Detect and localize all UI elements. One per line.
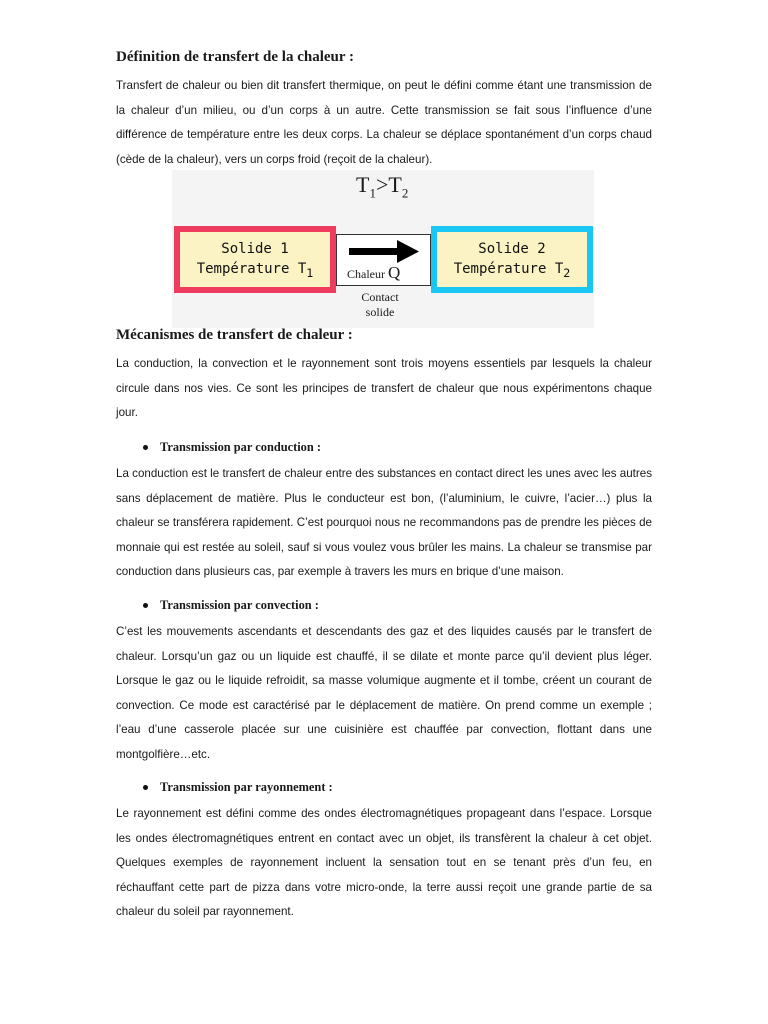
- bullet-dot-icon: [143, 785, 148, 790]
- convection-paragraph: C’est les mouvements ascendants et descendants des gaz et des liquides causés par le transfert de chaleur. Lorsqu’un gaz ou un liquide est chauffé, il se dilate et monte parce qu’il devient plus léger. Lorsque le gaz ou le liquide refroidit, sa masse volumique augmente et il tombe, créent un courant de convection. Ce mode est caractérisé par le déplacement de matière. On prend comme un exemple ; l’eau d’une casserole placée sur une cuisinière est chauffée par convection, flottant dans une montgolfière…etc.: [116, 625, 652, 761]
- definition-paragraph: Transfert de chaleur ou bien dit transfert thermique, on peut le défini comme étant une transmission de la chaleur d’un milieu, ou d’un corps à un autre. Cette transmission se fait sous l’influence d’une différence de température entre les deux corps. La chaleur se déplace spontanément d’un corps chaud (cède de la chaleur), vers un corps froid (reçoit de la chaleur).: [116, 79, 652, 166]
- contact-zone: [336, 234, 431, 286]
- mechanisms-paragraph: La conduction, la convection et le rayonnement sont trois moyens essentiels par lesquels la chaleur circule dans nos vies. Ce sont les principes de transfert de chaleur que nous expérimentons chaque jour.: [116, 357, 652, 420]
- heat-arrow-icon: [337, 235, 430, 265]
- solid-1-label: Solide 1: [221, 241, 289, 257]
- solid-2-temperature: Température $T_2$: [453, 261, 571, 280]
- heat-flow-label: Chaleur Q: [347, 263, 401, 282]
- bullet-convection: Transmission par convection :: [143, 598, 319, 613]
- heat-transfer-diagram: [172, 170, 594, 328]
- temperature-relation: $T_1>T_2$: [356, 172, 409, 201]
- bullet-conduction: Transmission par conduction :: [143, 440, 321, 455]
- conduction-paragraph: La conduction est le transfert de chaleur entre des substances en contact direct les unes avec les autres sans déplacement de matière. Plus le conducteur est bon, (l’aluminium, le cuivre, l’acier…) plus la chaleur se transférera rapidement. C’est pourquoi nous ne recommandons pas de prendre les pièces de monnaie qui est restée au soleil, sauf si vous voulez vous brûler les mains. La chaleur se transmise par conduction dans plusieurs cas, par exemple à travers les murs en brique d’une maison.: [116, 467, 652, 579]
- solid-1-box: [174, 226, 336, 293]
- section-title-mechanisms: Mécanismes de transfert de chaleur :: [116, 327, 353, 343]
- bullet-dot-icon: [143, 603, 148, 608]
- solid-2-box: [431, 226, 593, 293]
- rayonnement-paragraph: Le rayonnement est défini comme des ondes électromagnétiques propageant dans l’espace. Lorsque les ondes électromagnétiques entrent en contact avec un objet, ils transfèrent la chaleur à cet objet. Quelques exemples de rayonnement incluent la sensation tout en se tenant près d’un feu, en réchauffant cette part de pizza dans votre micro-onde, la terre aussi reçoit une grande partie de sa chaleur du soleil par rayonnement.: [116, 807, 652, 919]
- solid-2-label: Solide 2: [478, 241, 546, 257]
- solid-1-temperature: Température $T_1$: [196, 261, 314, 280]
- bullet-rayonnement: Transmission par rayonnement :: [143, 780, 333, 795]
- section-title-definition: Définition de transfert de la chaleur :: [116, 49, 355, 65]
- bullet-dot-icon: [143, 445, 148, 450]
- contact-solid-label: Contact solide: [361, 290, 399, 319]
